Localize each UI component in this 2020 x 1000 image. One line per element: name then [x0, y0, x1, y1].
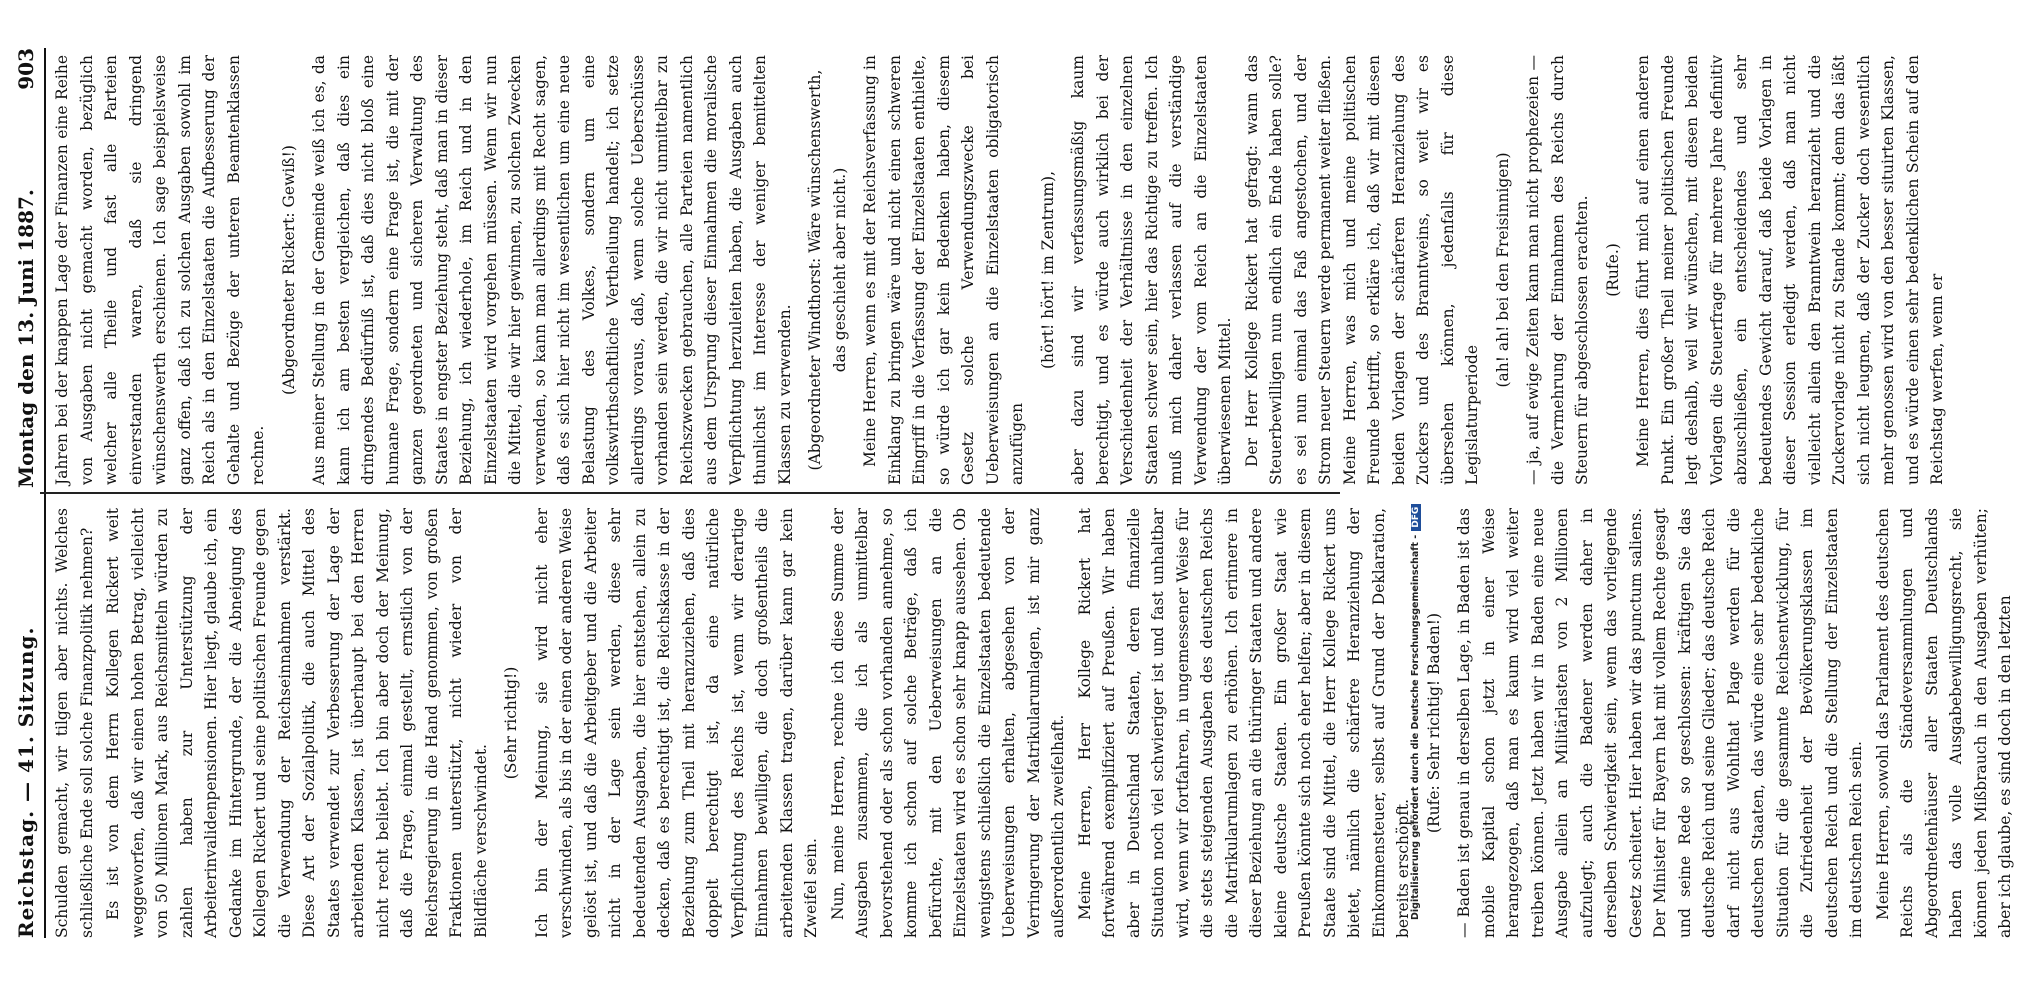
page-number: 903 — [14, 48, 38, 90]
paragraph: Es ist von dem Herrn Kollegen Rickert weit weggeworfen, daß wir einen hohen Betrag, vielleicht von 50 Millionen Mark, aus Reichsmitteln würden zu zahlen haben zur Unterstützung der Arbeiterinvalidenpensionen. Hier liegt, glaube ich, ein Gedanke im Hintergrunde, der die Abneigung des Kollegen Rickert und seine politischen Freunde gegen die Verwendung der Reichseinnahmen verstärkt. Diese Art der Sozialpolitik, die auch Mittel des Staates verwendet zur Verbesserung der Lage der arbeitenden Klassen, ist überhaupt bei den Herren nicht recht beliebt. Ich bin aber doch der Meinung, daß die Frage, einmal gestellt, ernstlich von der Reichsregierung in die Hand genommen, von großen Fraktionen unterstützt, nicht wieder von der Bildfläche verschwindet. — [104, 508, 490, 938]
dfg-logo: DFG — [1411, 504, 1421, 531]
credit-text: Digitalisierung gefördert durch die Deutsche Forschungsgemeinschaft - — [1410, 534, 1421, 920]
header-date-block — [14, 48, 38, 488]
paragraph: Jahren bei der knappen Lage der Finanzen eine Reihe von Ausgaben nicht gemacht worden, bezüglich welcher alle Theile und fast alle Parteien einverstanden waren, daß sie dringend wünschenswerth erschienen. Ich sage beispielsweise ganz offen, daß ich zu solchen Ausgaben sowohl im Reich als in den Einzelstaaten die Aufbesserung der Gehalte und Bezüge der unteren Beamtenklassen rechne. — [53, 55, 267, 485]
paragraph: Meine Herren, dies führt mich auf einen anderen Punkt. Ein großer Theil meiner politischen Freunde legt deshalb, weil wir wünschen, mit diesen beiden Vorlagen die Steuerfrage für mehrere Jahre definitiv abzuschließen, ein entscheidendes und sehr bedeutendes Gewicht darauf, daß beide Vorlagen in dieser Session erledigt werden, daß man nicht vielleicht allein den Branntwein heranzieht und die Zuckervorlage nicht zu Stande kommt; denn das läßt sich nicht leugnen, daß der Zucker doch wesentlich mehr genossen wird von den besser situirten Klassen, und es würde einen sehr bedenklichen Schein auf den Reichstag werfen, wenn er — [1634, 55, 1946, 485]
paragraph: — ja, auf ewige Zeiten kann man nicht prophezeien — die Vermehrung der Einnahmen des Reichs durch Steuern für abgeschlossen erachten. — [1524, 55, 1591, 485]
interjection: (hört! hört! im Zentrum), — [1038, 170, 1057, 370]
interjection: (Rufe: Sehr richtig! Baden!) — [1424, 612, 1443, 834]
text-column-right — [50, 55, 1952, 485]
paragraph: Meine Herren, wenn es mit der Reichsverfassung in Einklang zu bringen wäre und nicht einen schweren Eingriff in die Verfassung der Einzelstaaten enthielte, so würde ich gar kein Bedenken haben, diesem Gesetz solche Verwendungszwecke bei Ueberweisungen an die Einzelstaaten obligatorisch anzufügen — [861, 55, 1026, 485]
paragraph: Meine Herren, sowohl das Parlament des deutschen Reichs als die Ständeversammlungen und Abgeordnetenhäuser aller Staaten Deutschlands haben das volle Ausgabebewilligungsrecht, sie können jeden Mißbrauch in den Ausgaben verhüten; aber ich glaube, es sind doch in den letzten — [1873, 508, 2014, 938]
header-session-title: Reichstag. — 41. Sitzung. — [14, 626, 38, 938]
paragraph: Schulden gemacht, wir tilgen aber nichts. Welches schließliche Ende soll solche Finanzpolitik nehmen? — [53, 508, 96, 938]
interjection: (Rufe.) — [1603, 243, 1622, 297]
paragraph: — Baden ist genau in derselben Lage, in Baden ist das mobile Kapital schon jetzt in einer Weise herangezogen, daß man es kaum wird viel weiter treiben können. Jetzt haben wir in Baden eine neue Ausgabe allein an Militärlasten von 2 Millionen aufzulegt; auch die Badener werden daher in derselben Schwierigkeit sein, wenn das vorliegende Gesetz scheitert. Hier haben wir das punctum saliens. Der Minister für Bayern hat mit vollem Rechte gesagt und seine Rede so geschlossen: kräftigen Sie das deutsche Reich und seine Glieder; das deutsche Reich darf nicht aus Wohlthat Plage werden für die deutschen Staaten, das würde eine sehr bedenkliche Situation für die gesammte Reichsentwicklung, für die Zufriedenheit der Bevölkerungsklassen im deutschen Reich und die Stellung der Einzelstaaten im deutschen Reich sein. — [1455, 508, 1865, 938]
paragraph: Aus meiner Stellung in der Gemeinde weiß ich es, da kann ich am besten vergleichen, daß dies ein dringendes Bedürfniß ist, daß dies nicht bloß eine humane Frage, sondern eine Frage ist, die mit der ganzen geordneten und sicheren Verwaltung des Staates in engster Beziehung steht, daß man in dieser Beziehung, ich wiederhole, im Reich und in den Einzelstaaten wird vorgehen müssen. Wenn wir nun die Mittel, die wir hier gewinnen, zu solchen Zwecken verwenden, so kann man allerdings mit Recht sagen, daß es sich hier nicht im wesentlichen um eine neue Belastung des Volkes, sondern um eine volkswirthschaftliche Vertheilung handelt; ich setze allerdings voraus, daß, wenn solche Ueberschüsse vorhanden sein werden, die wir nicht unmittelbar zu Reichszwecken gebrauchen, alle Parteien namentlich aus dem Ursprung dieser Einnahmen die moralische Verpflichtung herzuleiten haben, die Ausgaben auch thunlichst im Interesse der weniger bemittelten Klassen zu verwenden. — [310, 55, 794, 485]
digitization-credit — [1410, 20, 1421, 920]
interjection: (Sehr richtig!) — [502, 666, 520, 780]
text-column-left — [50, 508, 2020, 938]
paragraph: Nun, meine Herren, rechne ich diese Summe der Ausgaben zusammen, die ich als unmittelbar bevorstehend oder als schon vorhanden annehme, so komme ich schon auf solche Beträge, daß ich befürchte, mit den Ueberweisungen an die Einzelstaaten wird es schon sehr knapp aussehen. Ob wenigstens schließlich die Einzelstaaten bedeutende Ueberweisungen erhalten, abgesehen von der Verringerung der Matrikularumlagen, ist mir ganz außerordentlich zweifelhaft. — [828, 508, 1067, 938]
paragraph: Meine Herren, Herr Kollege Rickert hat fortwährend exemplifiziert auf Preußen. Wir haben aber in Deutschland Staaten, deren finanzielle Situation noch viel schwieriger ist und fast unhaltbar wird, wenn wir fortfahren, in ungemessener Weise für die stets steigenden Ausgaben des deutschen Reichs die Matrikularumlagen zu erhöhen. Ich erinnere in dieser Beziehung an die thüringer Staaten und andere kleine deutsche Staaten. Ein großer Staat wie Preußen könnte sich noch eher helfen; aber in diesem Staate sind die Mittel, die Herr Kollege Rickert uns bietet, nämlich die schärfere Heranziehung der Einkommensteuer, selbst auf Grund der Deklaration, bereits erschöpft. — [1075, 508, 1412, 938]
paragraph: Ich bin der Meinung, sie wird nicht eher verschwinden, als bis in der einen oder anderen Weise gelöst ist, und daß die Arbeitgeber und die Arbeiter nicht in der Lage sein werden, diese sehr bedeutenden Ausgaben, die hier entstehen, allein zu decken, daß es berechtigt ist, die Reichskasse in der Beziehung zum Theil mit heranzuziehen, daß dies doppelt berechtigt ist, da eine natürliche Verpflichtung des Reichs ist, wenn wir derartige Einnahmen bewilligen, die doch großentheils die arbeitenden Klassen tragen, darüber kann gar kein Zweifel sein. — [532, 508, 820, 938]
interjection: (ah! ah! bei den Freisinnigen) — [1493, 152, 1512, 388]
interjection: (Abgeordneter Windthorst: Wäre wünschenswerth, das geschieht aber nicht.) — [806, 69, 849, 471]
header-date: Montag den 13. Juni 1887. — [14, 189, 38, 488]
paragraph: aber dazu sind wir verfassungsmäßig kaum berechtigt, und es würde auch wirklich bei der Verschiedenheit der Verhältnisse in den einzelnen Staaten schwer sein, hier das Richtige zu treffen. Ich muß mich daher verlassen auf die verständige Verwendung der vom Reich an die Einzelstaaten überwiesenen Mittel. — [1069, 55, 1234, 485]
column-divider — [40, 492, 1340, 494]
interjection: (Abgeordneter Rickert: Gewiß!) — [279, 145, 298, 395]
paragraph: Der Herr Kollege Rickert hat gefragt: wann das Steuerbewilligen nun endlich ein Ende haben solle? es sei nun einmal das Faß angestochen, und der Strom neuer Steuern werde permanent weiter fließen. Meine Herren, was mich und meine politischen Freunde betrifft, so erkläre ich, daß wir mit diesen beiden Vorlagen der schärferen Heranziehung des Zuckers und des Branntweins, so weit wir es übersehen können, jedenfalls für diese Legislaturperiode — [1242, 54, 1481, 485]
